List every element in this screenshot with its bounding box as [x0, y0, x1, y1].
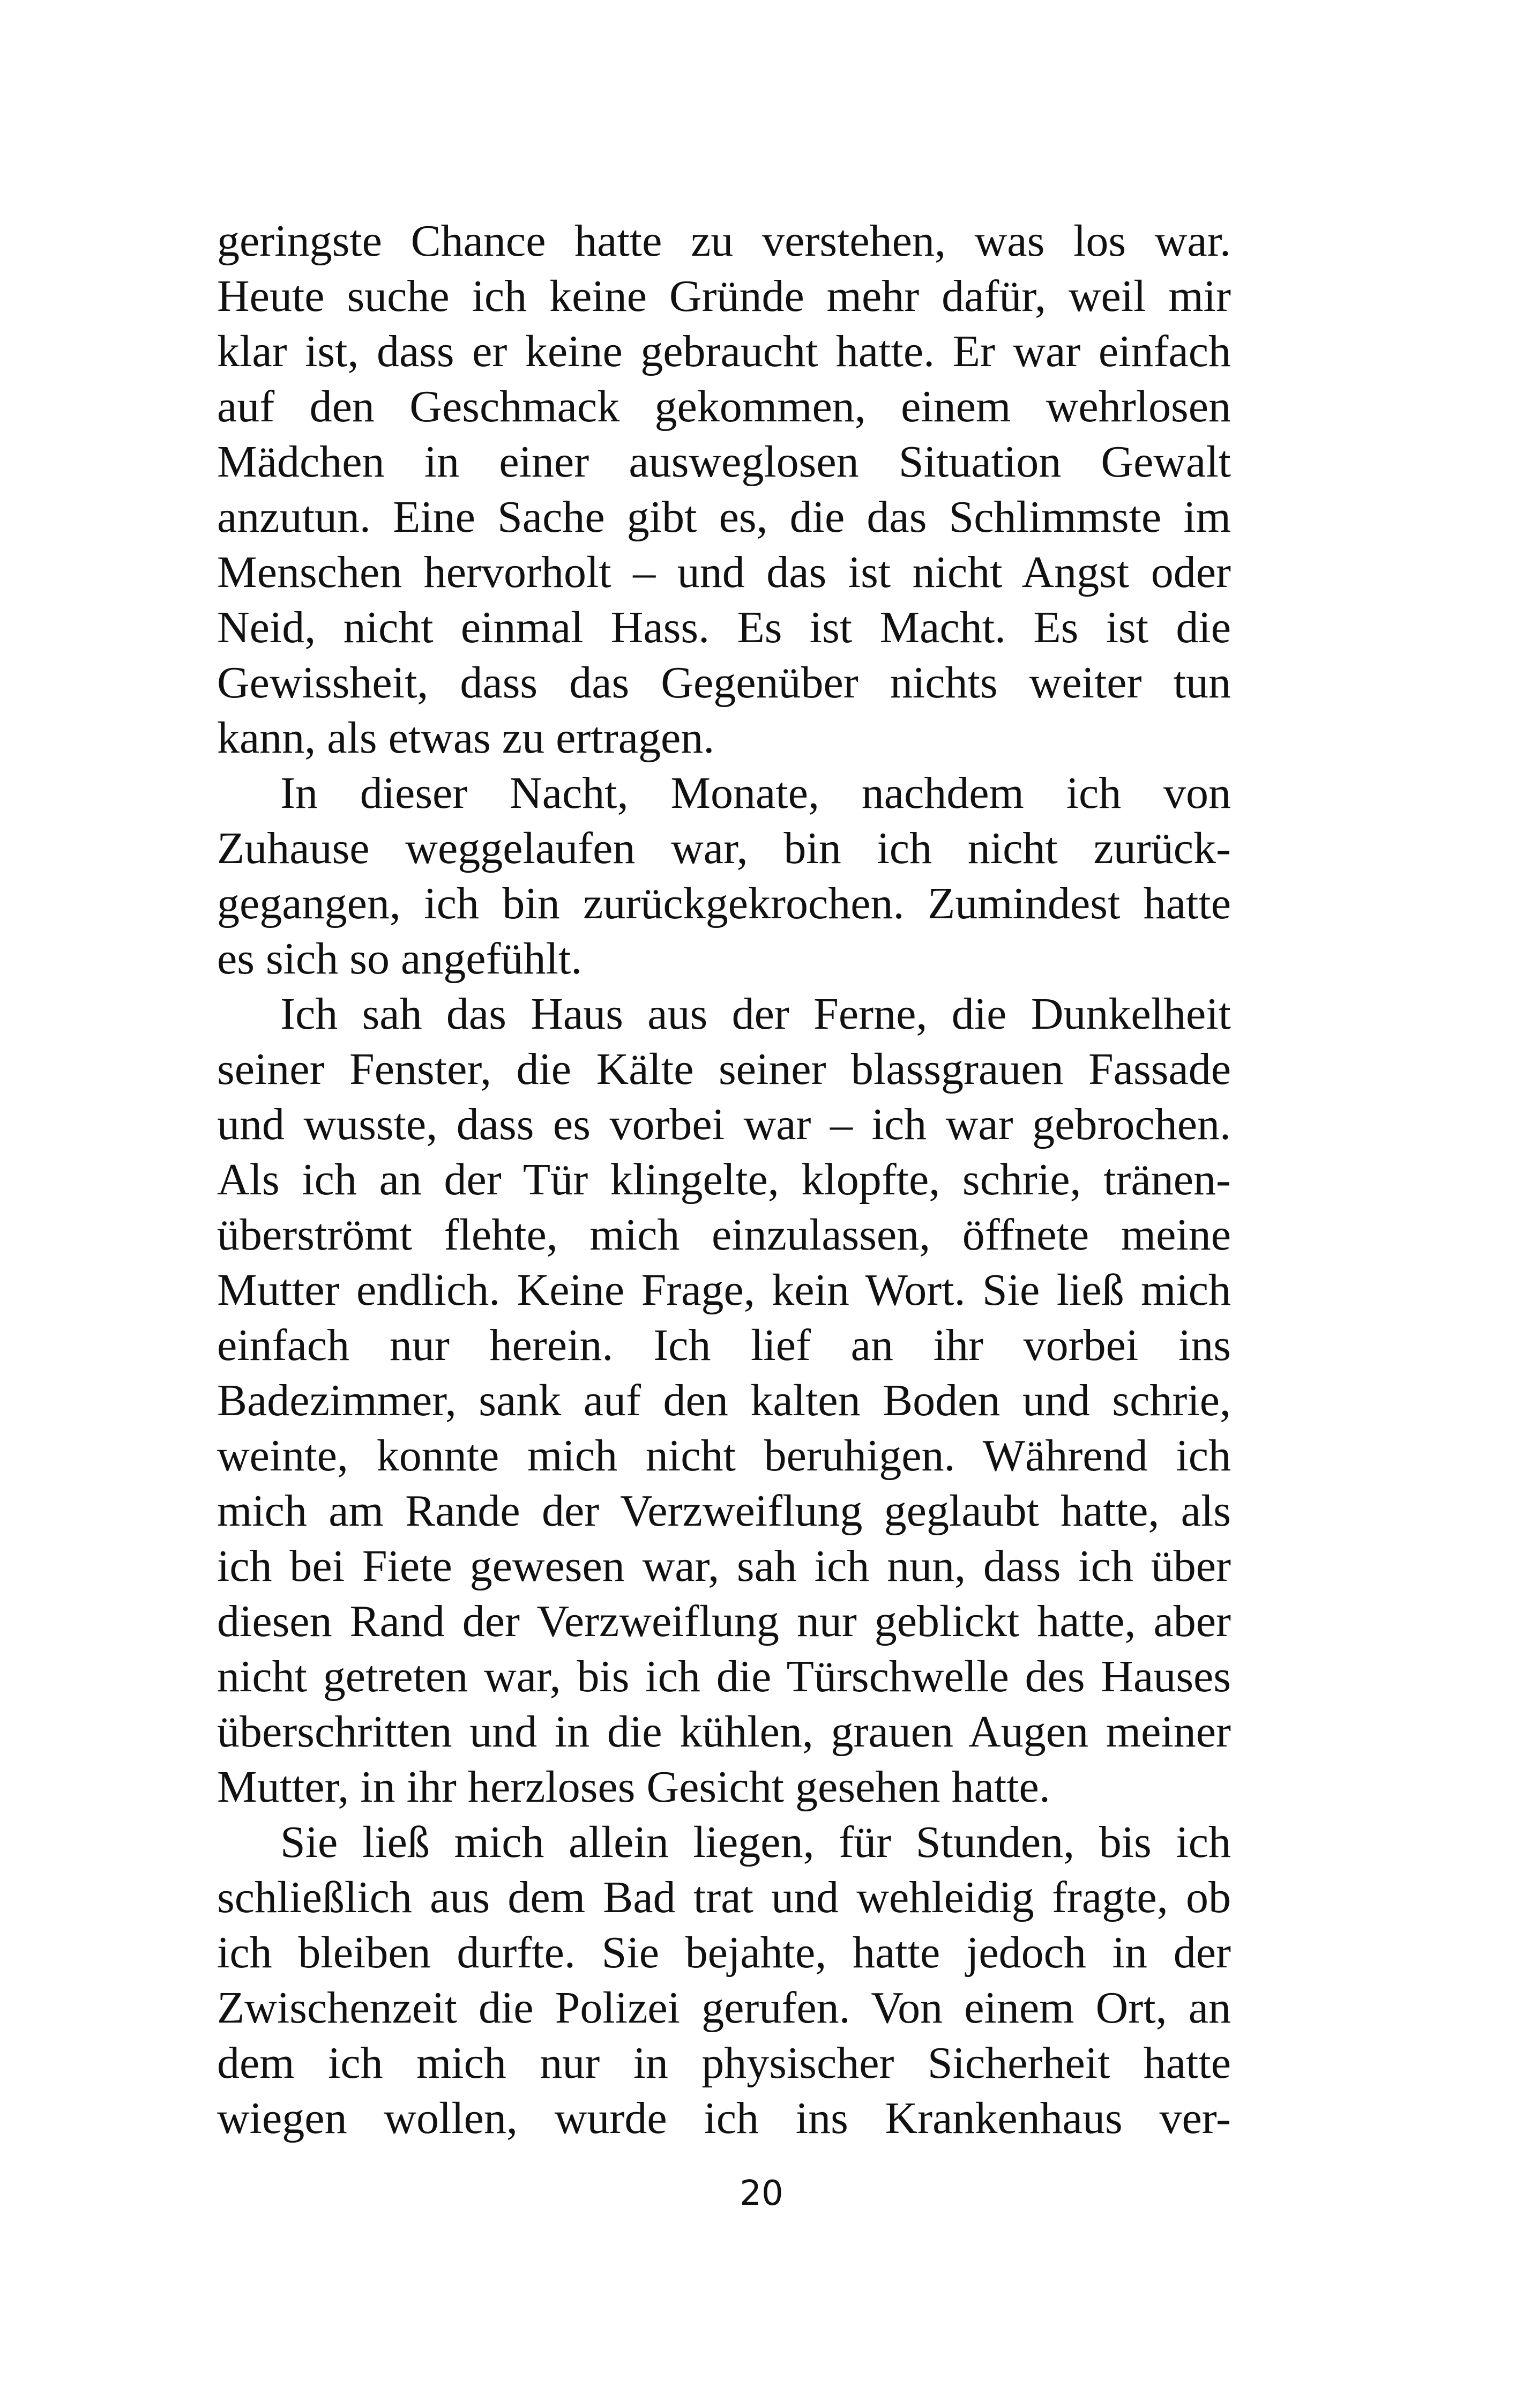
text-line: auf den Geschmack gekommen, einem wehrlosen	[217, 382, 1231, 432]
text-line: In dieser Nacht, Monate, nachdem ich von	[280, 768, 1231, 818]
text-line: Sie ließ mich allein liegen, für Stunden, bis ich	[280, 1817, 1231, 1867]
text-line: Mutter, in ihr herzloses Gesicht gesehen hatte.	[217, 1762, 1050, 1812]
text-line: Als ich an der Tür klingelte, klopfte, schrie, tränen-	[217, 1155, 1231, 1205]
text-line: überströmt flehte, mich einzulassen, öffnete meine	[217, 1210, 1231, 1260]
text-line: wiegen wollen, wurde ich ins Krankenhaus ver-	[217, 2093, 1231, 2143]
text-line: einfach nur herein. Ich lief an ihr vorbei ins	[217, 1320, 1231, 1370]
text-line: seiner Fenster, die Kälte seiner blassgrauen Fassade	[217, 1044, 1231, 1094]
text-line: Ich sah das Haus aus der Ferne, die Dunkelheit	[280, 989, 1231, 1039]
text-line: Mutter endlich. Keine Frage, kein Wort. Sie ließ mich	[217, 1265, 1231, 1315]
body-text	[217, 213, 1231, 2146]
text-line: kann, als etwas zu ertragen.	[217, 713, 715, 763]
page-number: 20	[740, 2174, 783, 2213]
text-line: geringste Chance hatte zu verstehen, was los war.	[217, 216, 1231, 266]
text-line: ich bleiben durfte. Sie bejahte, hatte jedoch in der	[217, 1928, 1231, 1978]
text-line: Zuhause weggelaufen war, bin ich nicht zurück-	[217, 823, 1231, 873]
paragraph	[217, 213, 1231, 765]
text-line: dem ich mich nur in physischer Sicherheit hatte	[217, 2038, 1231, 2088]
paragraph	[217, 1815, 1231, 2146]
text-line: Zwischenzeit die Polizei gerufen. Von einem Ort, an	[217, 1983, 1231, 2033]
text-line: und wusste, dass es vorbei war – ich war gebrochen.	[217, 1099, 1231, 1149]
text-line: Mädchen in einer ausweglosen Situation Gewalt	[217, 437, 1231, 487]
text-line: ich bei Fiete gewesen war, sah ich nun, dass ich über	[217, 1541, 1231, 1591]
text-line: Gewissheit, dass das Gegenüber nichts weiter tun	[217, 658, 1231, 708]
text-line: anzutun. Eine Sache gibt es, die das Schlimmste im	[217, 492, 1231, 542]
text-line: es sich so angefühlt.	[217, 934, 583, 984]
text-line: klar ist, dass er keine gebraucht hatte. Er war einfach	[217, 326, 1231, 376]
text-line: schließlich aus dem Bad trat und wehleidig fragte, ob	[217, 1872, 1231, 1922]
text-line: diesen Rand der Verzweiflung nur geblickt hatte, aber	[217, 1596, 1231, 1646]
paragraph	[217, 765, 1231, 986]
text-line: Menschen hervorholt – und das ist nicht Angst oder	[217, 547, 1231, 597]
text-line: nicht getreten war, bis ich die Türschwelle des Hauses	[217, 1652, 1231, 1701]
text-line: Badezimmer, sank auf den kalten Boden und schrie,	[217, 1376, 1231, 1425]
text-line: weinte, konnte mich nicht beruhigen. Während ich	[217, 1431, 1231, 1481]
text-line: überschritten und in die kühlen, grauen Augen meiner	[217, 1707, 1231, 1757]
text-line: mich am Rande der Verzweiflung geglaubt hatte, als	[217, 1486, 1231, 1536]
text-line: gegangen, ich bin zurückgekrochen. Zumindest hatte	[217, 879, 1231, 928]
text-line: Neid, nicht einmal Hass. Es ist Macht. Es ist die	[217, 603, 1231, 652]
paragraph	[217, 986, 1231, 1815]
text-line: Heute suche ich keine Gründe mehr dafür, weil mir	[217, 271, 1231, 321]
